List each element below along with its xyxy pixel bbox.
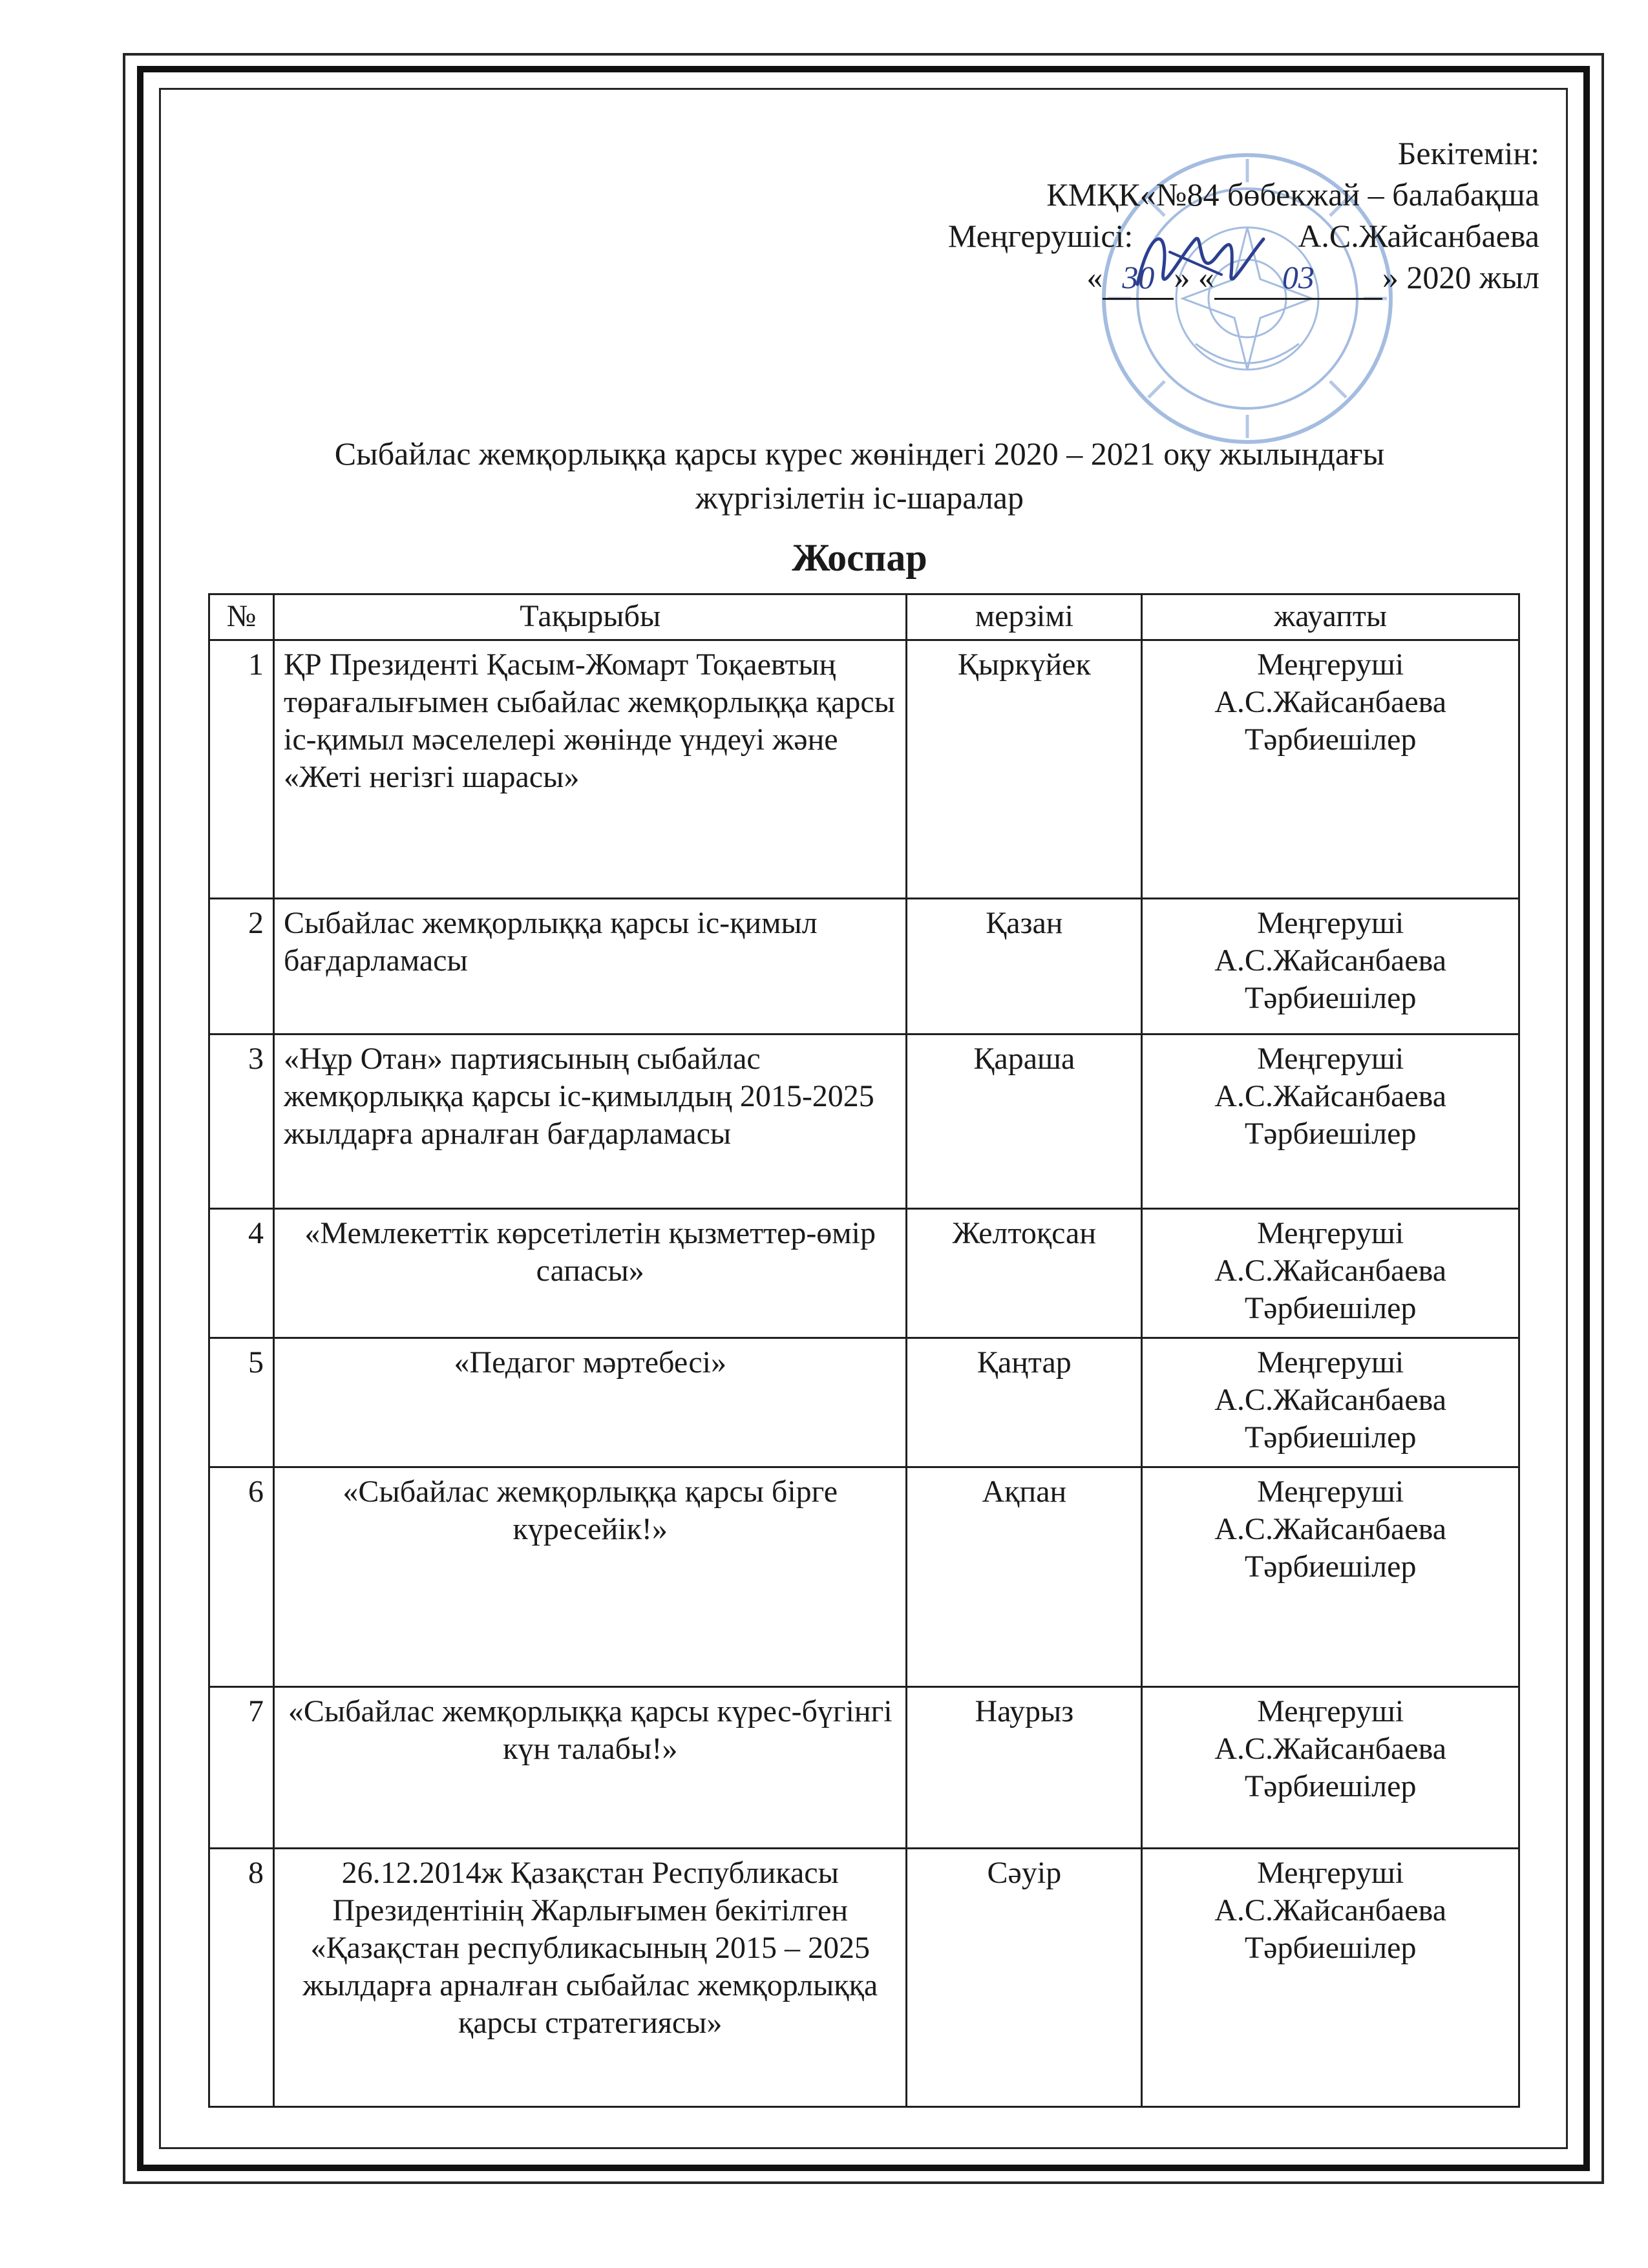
row-topic: ҚР Президенті Қасым-Жомарт Тоқаевтың төрағалығымен сыбайлас жемқорлыққа қарсы іс-қимыл мәселелері жөнінде үндеуі және «Жеті негізгі шарасы» bbox=[274, 640, 907, 899]
responsible-role: Меңгеруші bbox=[1257, 1856, 1404, 1890]
row-responsible bbox=[1142, 640, 1519, 899]
responsible-role: Меңгеруші bbox=[1257, 647, 1404, 682]
row-due: Наурыз bbox=[907, 1687, 1142, 1849]
approval-date bbox=[948, 257, 1539, 300]
approval-head-label: Меңгерушісі: bbox=[947, 218, 1134, 254]
row-due: Ақпан bbox=[907, 1467, 1142, 1687]
responsible-role: Меңгеруші bbox=[1257, 1345, 1404, 1380]
responsible-name: А.С.Жайсанбаева bbox=[1214, 685, 1446, 719]
responsible-role: Меңгеруші bbox=[1257, 1216, 1404, 1250]
approval-organization: КМҚК«№84 бөбекжай – балабақша bbox=[1046, 176, 1539, 213]
row-due: Сәуір bbox=[907, 1849, 1142, 2107]
date-month: 03 bbox=[1214, 257, 1382, 300]
row-number: 2 bbox=[209, 899, 274, 1034]
row-topic: «Мемлекеттік көрсетілетін қызметтер-өмір сапасы» bbox=[274, 1209, 907, 1338]
row-due: Желтоқсан bbox=[907, 1209, 1142, 1338]
row-topic: «Сыбайлас жемқорлыққа қарсы бірге күресейік!» bbox=[274, 1467, 907, 1687]
table-row bbox=[209, 1034, 1519, 1209]
date-quote-open: « bbox=[1086, 259, 1103, 295]
date-quote-mid: » « bbox=[1174, 259, 1214, 295]
plan-table bbox=[208, 593, 1520, 2108]
responsible-staff: Тәрбиешілер bbox=[1244, 1931, 1417, 1965]
row-number: 1 bbox=[209, 640, 274, 899]
responsible-name: А.С.Жайсанбаева bbox=[1214, 1893, 1446, 1927]
responsible-staff: Тәрбиешілер bbox=[1244, 1117, 1417, 1151]
approval-block bbox=[948, 132, 1539, 300]
responsible-name: А.С.Жайсанбаева bbox=[1214, 1732, 1446, 1766]
row-number: 6 bbox=[209, 1467, 274, 1687]
date-year: » 2020 жыл bbox=[1382, 259, 1539, 295]
responsible-staff: Тәрбиешілер bbox=[1244, 1420, 1417, 1454]
responsible-staff: Тәрбиешілер bbox=[1244, 981, 1417, 1015]
document-title-line1: Сыбайлас жемқорлыққа қарсы күрес жөніндегі 2020 – 2021 оқу жылындағы bbox=[334, 436, 1385, 472]
row-number: 8 bbox=[209, 1849, 274, 2107]
row-responsible bbox=[1142, 1338, 1519, 1467]
approval-head-line bbox=[948, 215, 1539, 257]
responsible-name: А.С.Жайсанбаева bbox=[1214, 1254, 1446, 1288]
table-row bbox=[209, 1849, 1519, 2107]
responsible-name: А.С.Жайсанбаева bbox=[1214, 1512, 1446, 1546]
row-due: Қаңтар bbox=[907, 1338, 1142, 1467]
row-due: Қыркүйек bbox=[907, 640, 1142, 899]
row-topic: «Нұр Отан» партиясының сыбайлас жемқорлыққа қарсы іс-қимылдың 2015-2025 жылдарға арналған бағдарламасы bbox=[274, 1034, 907, 1209]
header-responsible: жауапты bbox=[1142, 594, 1519, 640]
responsible-staff: Тәрбиешілер bbox=[1244, 1549, 1417, 1584]
document-heading: Жоспар bbox=[792, 536, 927, 579]
row-number: 4 bbox=[209, 1209, 274, 1338]
responsible-staff: Тәрбиешілер bbox=[1244, 1769, 1417, 1803]
row-due: Қараша bbox=[907, 1034, 1142, 1209]
responsible-role: Меңгеруші bbox=[1257, 1694, 1404, 1728]
table-row bbox=[209, 1209, 1519, 1338]
row-responsible bbox=[1142, 1209, 1519, 1338]
table-header-row bbox=[209, 594, 1519, 640]
approval-title: Бекітемін: bbox=[1397, 135, 1539, 171]
document-title-line2: жүргізілетін іс-шаралар bbox=[695, 479, 1024, 516]
row-number: 5 bbox=[209, 1338, 274, 1467]
responsible-name: А.С.Жайсанбаева bbox=[1214, 1079, 1446, 1113]
header-number: № bbox=[209, 594, 274, 640]
row-responsible bbox=[1142, 1849, 1519, 2107]
row-responsible bbox=[1142, 899, 1519, 1034]
header-topic: Тақырыбы bbox=[274, 594, 907, 640]
table-row bbox=[209, 899, 1519, 1034]
responsible-role: Меңгеруші bbox=[1257, 1475, 1404, 1509]
document-title bbox=[194, 432, 1525, 520]
row-due: Қазан bbox=[907, 899, 1142, 1034]
row-topic: Сыбайлас жемқорлыққа қарсы іс-қимыл бағдарламасы bbox=[274, 899, 907, 1034]
responsible-staff: Тәрбиешілер bbox=[1244, 1291, 1417, 1325]
row-number: 7 bbox=[209, 1687, 274, 1849]
responsible-role: Меңгеруші bbox=[1257, 906, 1404, 940]
header-due: мерзімі bbox=[907, 594, 1142, 640]
date-day: 30 bbox=[1103, 257, 1174, 300]
responsible-name: А.С.Жайсанбаева bbox=[1214, 943, 1446, 978]
responsible-role: Меңгеруші bbox=[1257, 1042, 1404, 1076]
row-responsible bbox=[1142, 1467, 1519, 1687]
responsible-name: А.С.Жайсанбаева bbox=[1214, 1383, 1446, 1417]
responsible-staff: Тәрбиешілер bbox=[1244, 722, 1417, 757]
row-topic: «Сыбайлас жемқорлыққа қарсы күрес-бүгінгі күн талабы!» bbox=[274, 1687, 907, 1849]
row-topic: 26.12.2014ж Қазақстан Республикасы Президентінің Жарлығымен бекітілген «Қазақстан республикасының 2015 – 2025 жылдарға арналған сыбайлас жемқорлыққа қарсы стратегиясы» bbox=[274, 1849, 907, 2107]
table-row bbox=[209, 1467, 1519, 1687]
row-responsible bbox=[1142, 1034, 1519, 1209]
table-row bbox=[209, 1687, 1519, 1849]
row-responsible bbox=[1142, 1687, 1519, 1849]
table-row bbox=[209, 1338, 1519, 1467]
table-row bbox=[209, 640, 1519, 899]
row-topic: «Педагог мәртебесі» bbox=[274, 1338, 907, 1467]
approval-head-name: А.С.Жайсанбаева bbox=[1298, 218, 1539, 254]
row-number: 3 bbox=[209, 1034, 274, 1209]
